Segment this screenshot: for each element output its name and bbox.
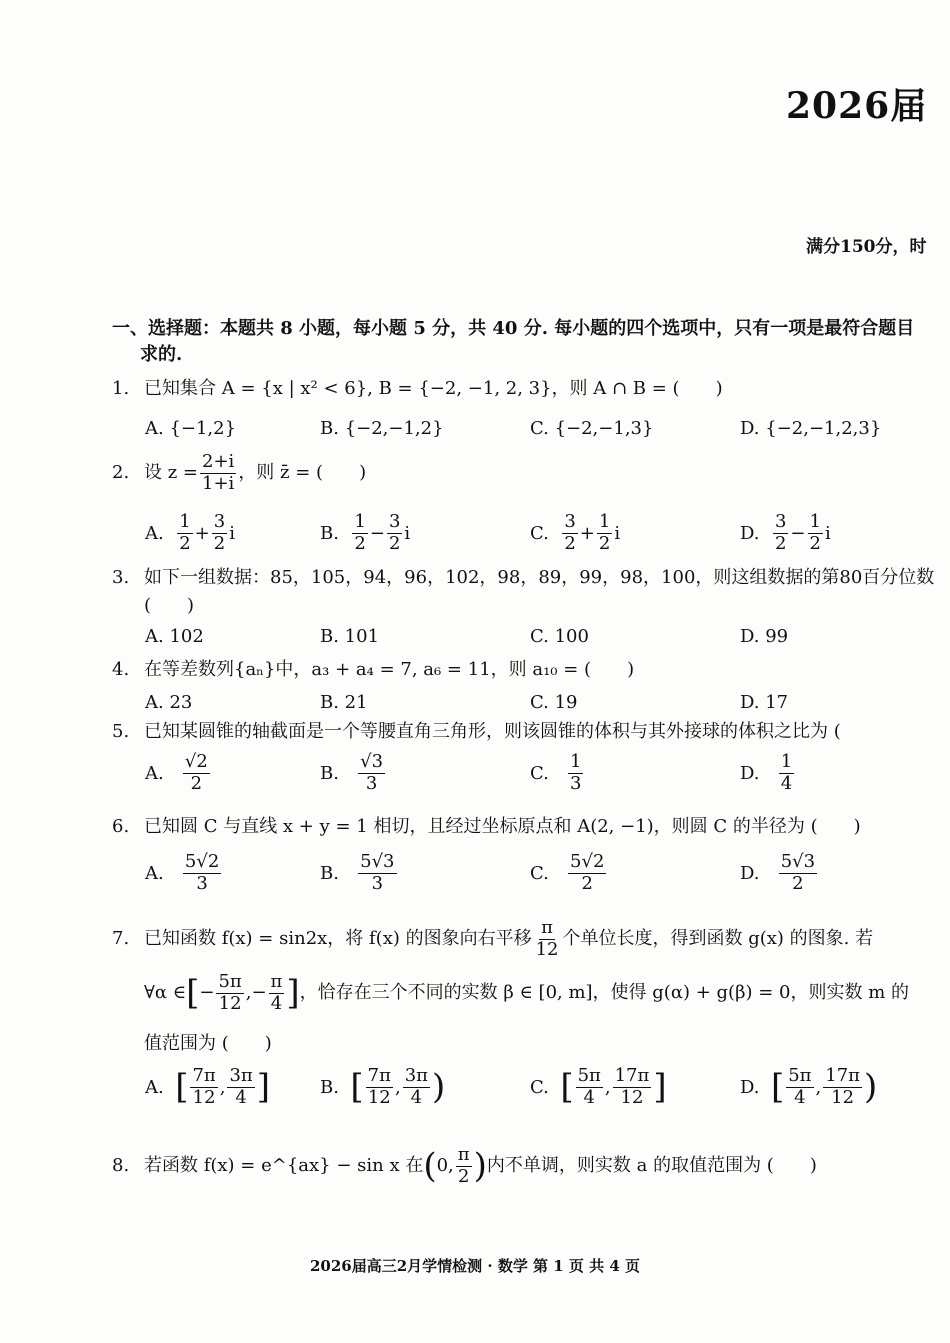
q5-option-c (530, 752, 585, 794)
numerator: 5√2 (184, 851, 220, 872)
question-text: 已知某圆锥的轴截面是一个等腰直角三角形，则该圆锥的体积与其外接球的体积之比为 ( (144, 721, 841, 742)
q1-option-a: A. {−1,2} (145, 418, 237, 439)
fraction (779, 752, 794, 794)
interval-start: 0, (436, 1155, 454, 1177)
question-text: 如下一组数据：85，105，94，96，102，98，89，99，98，100，则这组数据的第80百分位数 (144, 567, 935, 588)
denominator: 2 (774, 532, 787, 554)
fraction (183, 852, 221, 894)
fraction (269, 972, 285, 1014)
fraction (200, 452, 236, 494)
fraction (387, 512, 402, 554)
bracket-left: [ (560, 1067, 574, 1108)
denominator: 12 (218, 992, 242, 1014)
question-3-line-2: ( ) (144, 595, 195, 616)
option-label: B. (320, 1076, 339, 1098)
bracket-left: [ (186, 973, 200, 1014)
option-label: A. (145, 1076, 164, 1098)
q1-option-c: C. {−2,−1,3} (530, 418, 654, 439)
fraction (779, 852, 817, 894)
question-2 (112, 452, 366, 494)
question-text: 已知集合 A = {x | x² < 6}, B = {−2, −1, 2, 3}，则 A ∩ B = ( ) (144, 378, 723, 399)
page-title: 2026届 (786, 85, 928, 127)
question-text-post: 内不单调，则实数 a 的取值范围为 ( ) (486, 1155, 817, 1177)
option-label: B. (320, 522, 339, 544)
q1-option-b: B. {−2,−1,2} (320, 418, 444, 439)
numerator: 3 (564, 511, 576, 532)
question-text-pre: 设 z = (144, 462, 199, 484)
question-number: 6. (112, 816, 130, 837)
numerator: 7π (192, 1065, 216, 1086)
q6-option-b (320, 852, 399, 894)
fraction (823, 1066, 862, 1108)
denominator: 2 (213, 532, 226, 554)
fraction (177, 512, 192, 554)
denominator: 2 (179, 532, 191, 554)
q7-option-c: C. [ $\frac{5\pi}{4}$ , $\frac{17\pi}{12}$ ] (530, 1065, 667, 1108)
fraction (403, 1066, 430, 1108)
q3-option-b: B. 101 (320, 626, 380, 647)
option-label: D. (740, 1076, 760, 1098)
fraction (190, 1066, 217, 1108)
denominator: 2 (581, 872, 593, 894)
option-label: C. (530, 762, 549, 784)
fraction (358, 752, 385, 794)
denominator: 3 (365, 772, 378, 794)
question-number: 7. (112, 928, 130, 950)
question-7-line-3: 值范围为 ( ) (144, 1033, 272, 1054)
denominator: 3 (570, 772, 582, 794)
section-line-1: 一、选择题：本题共 8 小题，每小题 5 分，共 40 分. 每小题的四个选项中，只有一项是最符合题目 (112, 318, 915, 339)
fraction (216, 972, 243, 1014)
question-7 (112, 918, 873, 960)
q2-option-d (740, 512, 831, 554)
bracket-right: ) (864, 1067, 878, 1108)
question-3 (112, 566, 934, 590)
numerator: 1 (598, 511, 611, 532)
numerator: π (270, 971, 283, 992)
bracket-right: ) (432, 1067, 446, 1108)
denominator: 12 (367, 1086, 391, 1108)
q6-option-c (530, 852, 608, 894)
operator: + (194, 522, 210, 544)
q7-option-d: D. [ $\frac{5\pi}{4}$ , $\frac{17\pi}{12}$ ) (740, 1065, 878, 1108)
numerator: π (541, 917, 553, 938)
option-label: D. (740, 522, 760, 544)
page-footer: 2026届高三2月学情检测 · 数学 第 1 页 共 4 页 (309, 1257, 641, 1275)
denominator: 12 (535, 938, 559, 960)
operator: − (790, 522, 806, 544)
fraction (183, 752, 210, 794)
denominator: 12 (831, 1086, 855, 1108)
question-7-line-2: ∀α ∈ [ − $\frac{5\pi}{12}$ ,− $\frac{\pi}{4}$ ] ，恰存在三个不同的实数 β ∈ [0, m]，使得 g(α) + g(β) = 0，则实数 m 的 (144, 971, 909, 1014)
fraction (358, 852, 396, 894)
paren-right: ) (473, 1146, 487, 1187)
numerator: 1 (354, 511, 366, 532)
bracket-right: ] (653, 1067, 667, 1108)
q3-option-d: D. 99 (740, 626, 789, 647)
fraction (613, 1066, 652, 1108)
fraction (773, 512, 788, 554)
question-1 (112, 377, 723, 401)
option-label: B. (320, 762, 339, 784)
fraction (366, 1066, 393, 1108)
numerator: √2 (184, 751, 208, 772)
question-number: 8. (112, 1155, 130, 1177)
numerator: 5π (788, 1065, 812, 1086)
question-number: 4. (112, 659, 130, 680)
option-label: D. (740, 762, 760, 784)
numerator: 5π (218, 971, 242, 992)
numerator: 3 (213, 511, 226, 532)
q6-option-d (740, 852, 819, 894)
option-label: A. (145, 862, 164, 884)
bracket-left: [ (350, 1067, 364, 1108)
question-4 (112, 658, 634, 682)
denominator: 2 (354, 532, 366, 554)
option-label: C. (530, 862, 549, 884)
numerator: 1 (809, 511, 821, 532)
numerator: 1 (780, 751, 793, 772)
denominator: 2 (792, 872, 804, 894)
denominator: 12 (192, 1086, 216, 1108)
imaginary-unit: i (614, 522, 621, 544)
q1-option-d: D. {−2,−1,2,3} (740, 418, 882, 439)
question-text: 已知圆 C 与直线 x + y = 1 相切，且经过坐标原点和 A(2, −1)，则圆 C 的半径为 ( ) (144, 816, 861, 837)
fraction (562, 512, 577, 554)
fraction (227, 1066, 254, 1108)
denominator: 4 (270, 992, 283, 1014)
denominator: 2 (388, 532, 401, 554)
fraction (456, 1145, 472, 1187)
option-label: C. (530, 522, 549, 544)
numerator: √3 (360, 751, 384, 772)
question-number: 5. (112, 721, 130, 742)
q5-option-d (740, 752, 796, 794)
fraction (352, 512, 367, 554)
numerator: 17π (825, 1065, 860, 1086)
bracket-right: ] (286, 973, 300, 1014)
quantifier: ∀α ∈ (144, 982, 187, 1004)
q4-option-c: C. 19 (530, 692, 578, 713)
denominator: 4 (583, 1086, 595, 1108)
numerator: 5√3 (360, 851, 395, 872)
numerator: 3π (404, 1065, 428, 1086)
fraction (534, 918, 561, 960)
denominator: 4 (794, 1086, 806, 1108)
q2-option-c (530, 512, 620, 554)
question-text-line-2: ，恰存在三个不同的实数 β ∈ [0, m]，使得 g(α) + g(β) = 0，则实数 m 的 (299, 982, 909, 1004)
numerator: 17π (614, 1065, 650, 1086)
fraction (808, 512, 823, 554)
question-text-post: 个单位长度，得到函数 g(x) 的图象. 若 (562, 928, 874, 950)
bracket-left: [ (770, 1067, 785, 1108)
fraction (212, 512, 227, 554)
numerator: 3 (774, 511, 787, 532)
fraction (576, 1066, 603, 1108)
imaginary-unit: i (824, 522, 831, 544)
question-number: 2. (112, 462, 130, 484)
numerator: 3 (388, 511, 401, 532)
numerator: 1 (179, 511, 191, 532)
q2-option-b (320, 512, 410, 554)
q4-option-a: A. 23 (145, 692, 193, 713)
section-heading (112, 316, 914, 368)
q5-option-a (145, 752, 212, 794)
option-label: C. (530, 1076, 549, 1098)
q4-option-d: D. 17 (740, 692, 789, 713)
bracket-left: [ (175, 1067, 189, 1108)
imaginary-unit: i (229, 522, 235, 544)
q7-option-a: A. [ $\frac{7\pi}{12}$ , $\frac{3\pi}{4}$ ] (145, 1065, 271, 1108)
denominator: 2 (809, 532, 821, 554)
numerator: 5√2 (570, 851, 605, 872)
fraction (786, 1066, 813, 1108)
q5-option-b (320, 752, 387, 794)
option-label: A. (145, 762, 164, 784)
denominator: 4 (235, 1086, 247, 1108)
question-5 (112, 720, 841, 744)
paren-left: ( (423, 1146, 437, 1187)
question-text: 在等差数列{aₙ}中，a₃ + a₄ = 7, a₆ = 11，则 a₁₀ = ( ) (144, 659, 635, 680)
option-label: D. (740, 862, 760, 884)
question-text-pre: 已知函数 f(x) = sin2x，将 f(x) 的图象向右平移 (144, 928, 532, 950)
denominator: 12 (620, 1086, 644, 1108)
numerator: 2+i (202, 451, 235, 472)
question-number: 3. (112, 567, 130, 588)
numerator: 1 (570, 751, 582, 772)
bracket-right: ] (256, 1067, 271, 1108)
question-text-post: ，则 z̄ = ( ) (238, 462, 367, 484)
section-line-2: 求的. (140, 344, 183, 365)
denominator: 2 (598, 532, 611, 554)
exam-meta: 满分150分，时 (806, 237, 927, 257)
operator: + (579, 522, 595, 544)
imaginary-unit: i (404, 522, 411, 544)
denominator: 1+i (202, 472, 235, 494)
option-label: B. (320, 862, 339, 884)
q3-option-c: C. 100 (530, 626, 589, 647)
denominator: 2 (457, 1165, 470, 1187)
denominator: 2 (190, 772, 203, 794)
denominator: 4 (780, 772, 793, 794)
numerator: 5√3 (780, 851, 816, 872)
q6-option-a (145, 852, 223, 894)
denominator: 3 (371, 872, 384, 894)
q3-option-a: A. 102 (145, 626, 204, 647)
numerator: 5π (577, 1065, 601, 1086)
denominator: 2 (564, 532, 576, 554)
fraction (597, 512, 612, 554)
option-label: A. (145, 522, 164, 544)
q7-option-b: B. [ $\frac{7\pi}{12}$ , $\frac{3\pi}{4}$ ) (320, 1065, 446, 1108)
question-6 (112, 815, 861, 839)
q2-option-a (145, 512, 235, 554)
numerator: 7π (367, 1065, 391, 1086)
numerator: π (457, 1144, 470, 1165)
question-number: 1. (112, 378, 130, 399)
q4-option-b: B. 21 (320, 692, 368, 713)
denominator: 4 (410, 1086, 423, 1108)
question-8 (112, 1145, 817, 1187)
fraction (568, 752, 583, 794)
question-text-pre: 若函数 f(x) = e^{ax} − sin x 在 (144, 1155, 424, 1177)
numerator: 3π (229, 1065, 253, 1086)
operator: − (369, 522, 385, 544)
denominator: 3 (196, 872, 208, 894)
fraction (568, 852, 606, 894)
